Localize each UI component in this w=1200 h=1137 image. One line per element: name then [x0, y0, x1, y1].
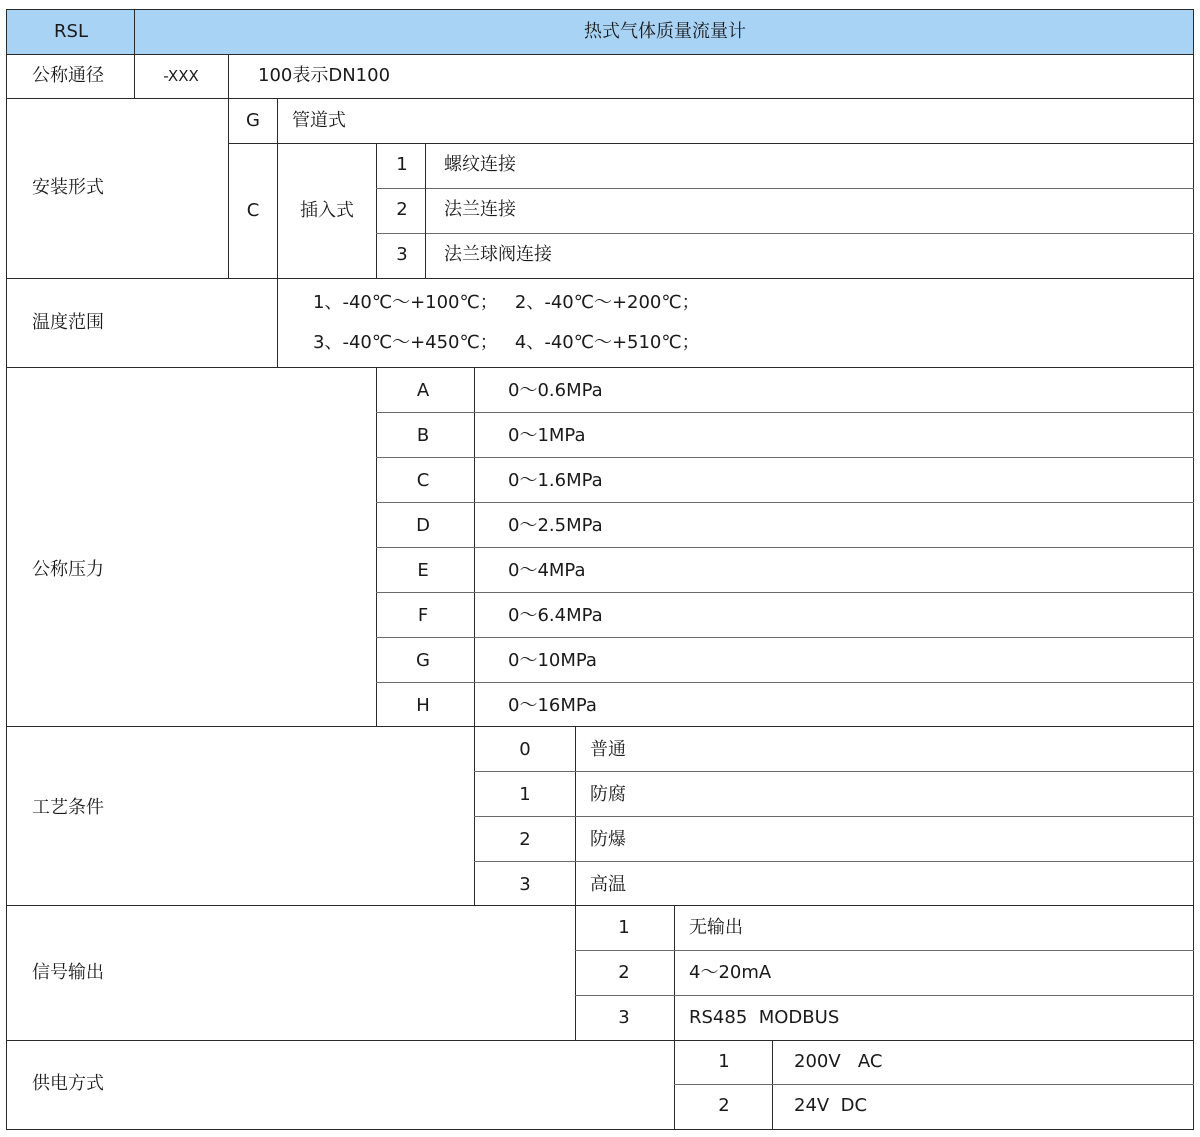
horizontal-rule	[6, 278, 1194, 279]
vertical-rule	[134, 9, 135, 98]
temperature-line-1: 1、-40℃～+100℃； 2、-40℃～+200℃；	[313, 292, 700, 313]
pressure-option-range: 0～10MPa	[508, 650, 597, 671]
pressure-option-range: 0～16MPa	[508, 695, 597, 716]
horizontal-rule	[376, 412, 1194, 413]
installation-pipeline-name: 管道式	[292, 110, 346, 131]
horizontal-rule	[376, 188, 1194, 189]
pressure-option-code: A	[416, 380, 430, 401]
process-label: 工艺条件	[32, 797, 104, 818]
horizontal-rule	[376, 637, 1194, 638]
installation-insertion-name: 插入式	[300, 200, 354, 221]
horizontal-rule	[228, 143, 1194, 144]
pressure-option-range: 0～4MPa	[508, 560, 586, 581]
pressure-label: 公称压力	[32, 559, 104, 580]
signal-option-code: 2	[618, 962, 630, 983]
signal-option-code: 1	[618, 917, 630, 938]
header-title: 热式气体质量流量计	[584, 21, 746, 42]
power-label: 供电方式	[32, 1073, 104, 1094]
process-option-code: 1	[519, 784, 531, 805]
horizontal-rule	[6, 367, 1194, 368]
insertion-option-name: 法兰连接	[444, 199, 516, 220]
horizontal-rule	[674, 1084, 1194, 1085]
pressure-option-code: C	[416, 470, 430, 491]
header-code: RSL	[54, 21, 88, 42]
signal-label: 信号输出	[32, 962, 104, 983]
process-option-name: 普通	[590, 739, 626, 760]
horizontal-rule	[376, 547, 1194, 548]
installation-pipeline-code: G	[246, 110, 260, 131]
nominal-diameter-label: 公称通径	[32, 65, 104, 86]
temperature-line-2: 3、-40℃～+450℃； 4、-40℃～+510℃；	[313, 332, 700, 353]
horizontal-rule	[6, 54, 1194, 55]
vertical-rule	[674, 905, 675, 1040]
insertion-option-name: 法兰球阀连接	[444, 244, 552, 265]
insertion-option-name: 螺纹连接	[444, 154, 516, 175]
horizontal-rule	[376, 682, 1194, 683]
power-option-code: 2	[718, 1095, 730, 1116]
power-option-code: 1	[718, 1051, 730, 1072]
signal-option-name: 4～20mA	[689, 962, 772, 983]
pressure-option-range: 0～6.4MPa	[508, 605, 603, 626]
horizontal-rule	[376, 592, 1194, 593]
signal-option-name: RS485 MODBUS	[689, 1007, 840, 1028]
horizontal-rule	[474, 861, 1194, 862]
pressure-option-code: D	[416, 515, 430, 536]
horizontal-rule	[376, 457, 1194, 458]
horizontal-rule	[6, 905, 1194, 906]
horizontal-rule	[6, 98, 1194, 99]
pressure-option-code: B	[416, 425, 430, 446]
process-option-name: 高温	[590, 874, 626, 895]
process-option-code: 2	[519, 829, 531, 850]
pressure-option-range: 0～1.6MPa	[508, 470, 603, 491]
horizontal-rule	[474, 771, 1194, 772]
vertical-rule	[575, 905, 576, 1040]
horizontal-rule	[6, 1040, 1194, 1041]
vertical-rule	[277, 278, 278, 367]
process-option-code: 0	[519, 739, 531, 760]
vertical-rule	[6, 9, 7, 1129]
vertical-rule	[228, 98, 229, 278]
temperature-label: 温度范围	[32, 312, 104, 333]
horizontal-rule	[575, 995, 1194, 996]
process-option-name: 防爆	[590, 829, 626, 850]
signal-option-code: 3	[618, 1007, 630, 1028]
power-option-name: 200V AC	[794, 1051, 883, 1072]
insertion-option-code: 3	[396, 244, 408, 265]
pressure-option-code: E	[417, 560, 429, 581]
power-option-name: 24V DC	[794, 1095, 868, 1116]
vertical-rule	[1193, 9, 1194, 1129]
horizontal-rule	[6, 726, 1194, 727]
horizontal-rule	[6, 9, 1194, 10]
pressure-option-range: 0～1MPa	[508, 425, 586, 446]
pressure-option-code: F	[417, 605, 429, 626]
horizontal-rule	[376, 502, 1194, 503]
process-option-name: 防腐	[590, 784, 626, 805]
nominal-diameter-desc: 100表示DN100	[258, 65, 391, 86]
pressure-option-code: G	[416, 650, 430, 671]
horizontal-rule	[6, 1129, 1194, 1130]
installation-label: 安装形式	[32, 177, 104, 198]
nominal-diameter-code: -XXX	[163, 67, 199, 85]
vertical-rule	[376, 143, 377, 278]
process-option-code: 3	[519, 874, 531, 895]
horizontal-rule	[376, 233, 1194, 234]
vertical-rule	[425, 143, 426, 278]
pressure-option-range: 0～2.5MPa	[508, 515, 603, 536]
vertical-rule	[277, 98, 278, 278]
pressure-option-code: H	[416, 695, 430, 716]
installation-insertion-code: C	[246, 200, 260, 221]
vertical-rule	[228, 54, 229, 98]
horizontal-rule	[474, 816, 1194, 817]
horizontal-rule	[575, 950, 1194, 951]
insertion-option-code: 2	[396, 199, 408, 220]
pressure-option-range: 0～0.6MPa	[508, 380, 603, 401]
signal-option-name: 无输出	[689, 917, 743, 938]
insertion-option-code: 1	[396, 154, 408, 175]
